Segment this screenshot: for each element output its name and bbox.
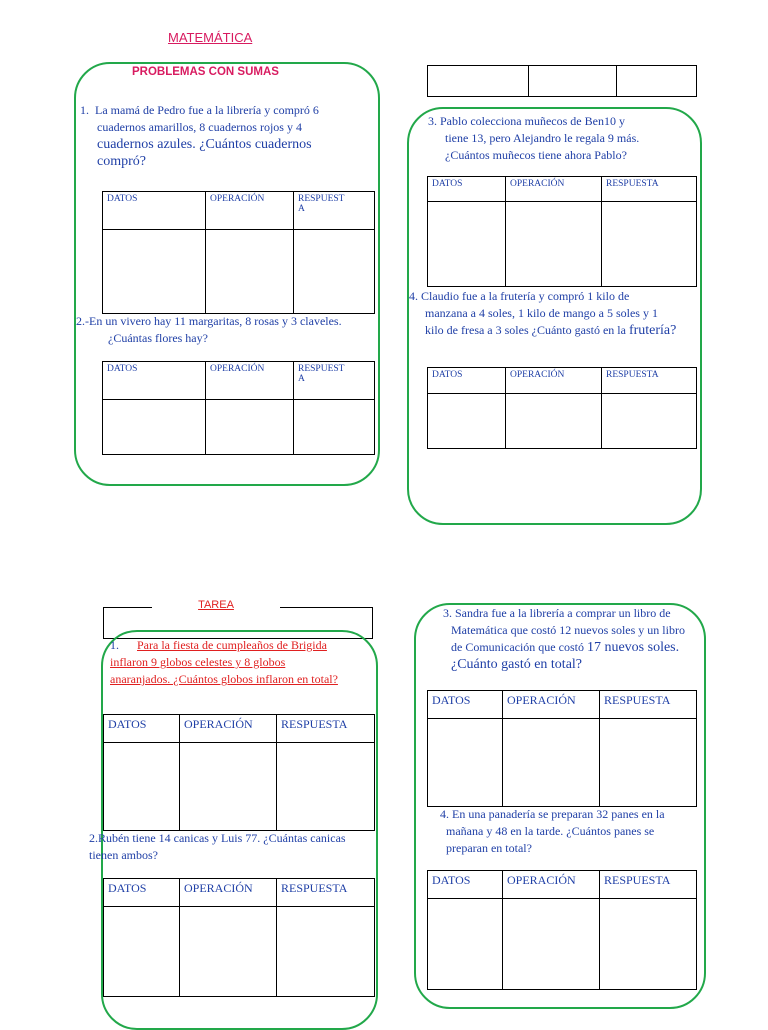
col-operacion: OPERACIÓN xyxy=(506,177,602,202)
cell-datos[interactable] xyxy=(428,202,506,287)
answer-table-4 xyxy=(427,367,697,449)
col-respuesta-part1: RESPUEST xyxy=(298,364,345,374)
tarea-problem-3 xyxy=(443,605,705,673)
problem-3-line1: 3. Pablo colecciona muñecos de Ben10 y xyxy=(428,114,625,128)
cell-respuesta[interactable] xyxy=(600,719,697,807)
col-datos: DATOS xyxy=(104,879,180,907)
problem-3 xyxy=(428,113,698,164)
tarea-problem-3-line3b: 17 nuevos soles. xyxy=(586,640,680,655)
tarea-problem-4-line1: 4. En una panadería se preparan 32 panes en la xyxy=(440,807,665,821)
col-datos: DATOS xyxy=(104,715,180,743)
col-respuesta: RESPUESTA xyxy=(600,871,697,899)
cell-respuesta[interactable] xyxy=(602,202,697,287)
tarea-problem-1-line1: Para la fiesta de cumpleaños de Brigida xyxy=(137,638,327,652)
cell-datos[interactable] xyxy=(428,719,503,807)
col-respuesta xyxy=(294,192,375,230)
cell-datos[interactable] xyxy=(103,230,206,314)
problem-1-line1: La mamá de Pedro fue a la librería y compró 6 xyxy=(95,103,319,117)
col-respuesta: RESPUESTA xyxy=(602,368,697,394)
cell-respuesta[interactable] xyxy=(277,743,375,831)
problem-4 xyxy=(409,288,704,339)
col-operacion: OPERACIÓN xyxy=(506,368,602,394)
col-datos: DATOS xyxy=(428,871,503,899)
answer-table-3 xyxy=(427,176,697,287)
tarea-answer-table-4 xyxy=(427,870,697,990)
col-respuesta: RESPUESTA xyxy=(602,177,697,202)
col-respuesta-part2: A xyxy=(298,374,305,384)
problem-1-line2: cuadernos amarillos, 8 cuadernos rojos y 4 xyxy=(97,120,302,134)
problem-1-line4: compró? xyxy=(97,154,146,169)
tarea-problem-4-line3: preparan en total? xyxy=(446,841,532,855)
cell-operacion[interactable] xyxy=(503,719,600,807)
tarea-problem-2-line1: 2.Rubén tiene 14 canicas y Luis 77. ¿Cuántas canicas xyxy=(89,831,346,845)
tarea-answer-table-2 xyxy=(103,878,375,997)
page-title: MATEMÁTICA xyxy=(168,30,253,45)
cell-operacion[interactable] xyxy=(206,400,294,455)
col-operacion: OPERACIÓN xyxy=(180,879,277,907)
header-cell[interactable] xyxy=(617,66,697,97)
tarea-answer-table-1 xyxy=(103,714,375,831)
col-operacion: OPERACIÓN xyxy=(503,691,600,719)
cell-respuesta[interactable] xyxy=(294,230,375,314)
problem-1 xyxy=(80,102,370,170)
cell-datos[interactable] xyxy=(104,907,180,997)
cell-respuesta[interactable] xyxy=(294,400,375,455)
col-operacion: OPERACIÓN xyxy=(206,192,294,230)
col-datos: DATOS xyxy=(428,691,503,719)
tarea-problem-3-line4: ¿Cuánto gastó en total? xyxy=(451,657,583,672)
tarea-problem-4-line2: mañana y 48 en la tarde. ¿Cuántos panes se xyxy=(446,824,655,838)
cell-datos[interactable] xyxy=(103,400,206,455)
problem-4-line3a: kilo de fresa a 3 soles ¿Cuánto gastó en la xyxy=(425,323,629,337)
col-operacion: OPERACIÓN xyxy=(503,871,600,899)
problem-4-line1: 4. Claudio fue a la frutería y compró 1 kilo de xyxy=(409,289,630,303)
tarea-problem-3-line1: 3. Sandra fue a la librería a comprar un libro de xyxy=(443,606,671,620)
section-title: PROBLEMAS CON SUMAS xyxy=(132,66,279,78)
tarea-problem-1-line2: inflaron 9 globos celestes y 8 globos xyxy=(110,655,286,669)
col-respuesta xyxy=(294,362,375,400)
problem-4-line2: manzana a 4 soles, 1 kilo de mango a 5 soles y 1 xyxy=(425,306,658,320)
problem-3-line3: ¿Cuántos muñecos tiene ahora Pablo? xyxy=(445,148,627,162)
cell-operacion[interactable] xyxy=(206,230,294,314)
col-respuesta-part2: A xyxy=(298,204,305,214)
problem-2 xyxy=(76,313,376,347)
col-operacion: OPERACIÓN xyxy=(180,715,277,743)
tarea-problem-1-line3: anaranjados. ¿Cuántos globos inflaron en total? xyxy=(110,672,338,686)
col-operacion: OPERACIÓN xyxy=(206,362,294,400)
cell-respuesta[interactable] xyxy=(600,899,697,990)
tarea-problem-2 xyxy=(89,830,379,864)
cell-operacion[interactable] xyxy=(180,743,277,831)
tarea-problem-2-line2: tienen ambos? xyxy=(89,848,158,862)
name-header-box xyxy=(427,65,697,97)
problem-3-line2: tiene 13, pero Alejandro le regala 9 más. xyxy=(445,131,640,145)
cell-operacion[interactable] xyxy=(180,907,277,997)
col-respuesta-part1: RESPUEST xyxy=(298,194,345,204)
cell-respuesta[interactable] xyxy=(277,907,375,997)
cell-datos[interactable] xyxy=(104,743,180,831)
problem-1-number: 1. xyxy=(80,103,89,117)
cell-respuesta[interactable] xyxy=(602,394,697,449)
tarea-problem-1 xyxy=(110,637,370,688)
tarea-answer-table-3 xyxy=(427,690,697,807)
col-datos: DATOS xyxy=(103,192,206,230)
col-datos: DATOS xyxy=(103,362,206,400)
col-datos: DATOS xyxy=(428,368,506,394)
cell-operacion[interactable] xyxy=(506,394,602,449)
cell-operacion[interactable] xyxy=(506,202,602,287)
problem-1-line3: cuadernos azules. ¿Cuántos cuadernos xyxy=(97,137,312,152)
tarea-problem-1-number: 1. xyxy=(110,638,119,652)
col-respuesta: RESPUESTA xyxy=(600,691,697,719)
cell-datos[interactable] xyxy=(428,899,503,990)
answer-table-2 xyxy=(102,361,375,455)
cell-operacion[interactable] xyxy=(503,899,600,990)
tarea-problem-3-line2: Matemática que costó 12 nuevos soles y un libro xyxy=(451,623,685,637)
header-cell[interactable] xyxy=(529,66,617,97)
cell-datos[interactable] xyxy=(428,394,506,449)
tarea-problem-4 xyxy=(440,806,696,857)
col-respuesta: RESPUESTA xyxy=(277,715,375,743)
problem-2-line1: 2.-En un vivero hay 11 margaritas, 8 rosas y 3 claveles. xyxy=(76,314,342,328)
col-datos: DATOS xyxy=(428,177,506,202)
col-respuesta: RESPUESTA xyxy=(277,879,375,907)
tarea-problem-3-line3a: de Comunicación que costó xyxy=(451,640,587,654)
header-cell[interactable] xyxy=(428,66,529,97)
answer-table-1 xyxy=(102,191,375,314)
problem-2-line2: ¿Cuántas flores hay? xyxy=(108,331,208,345)
problem-4-line3b: frutería? xyxy=(628,323,677,338)
tarea-label: TAREA xyxy=(152,599,280,611)
